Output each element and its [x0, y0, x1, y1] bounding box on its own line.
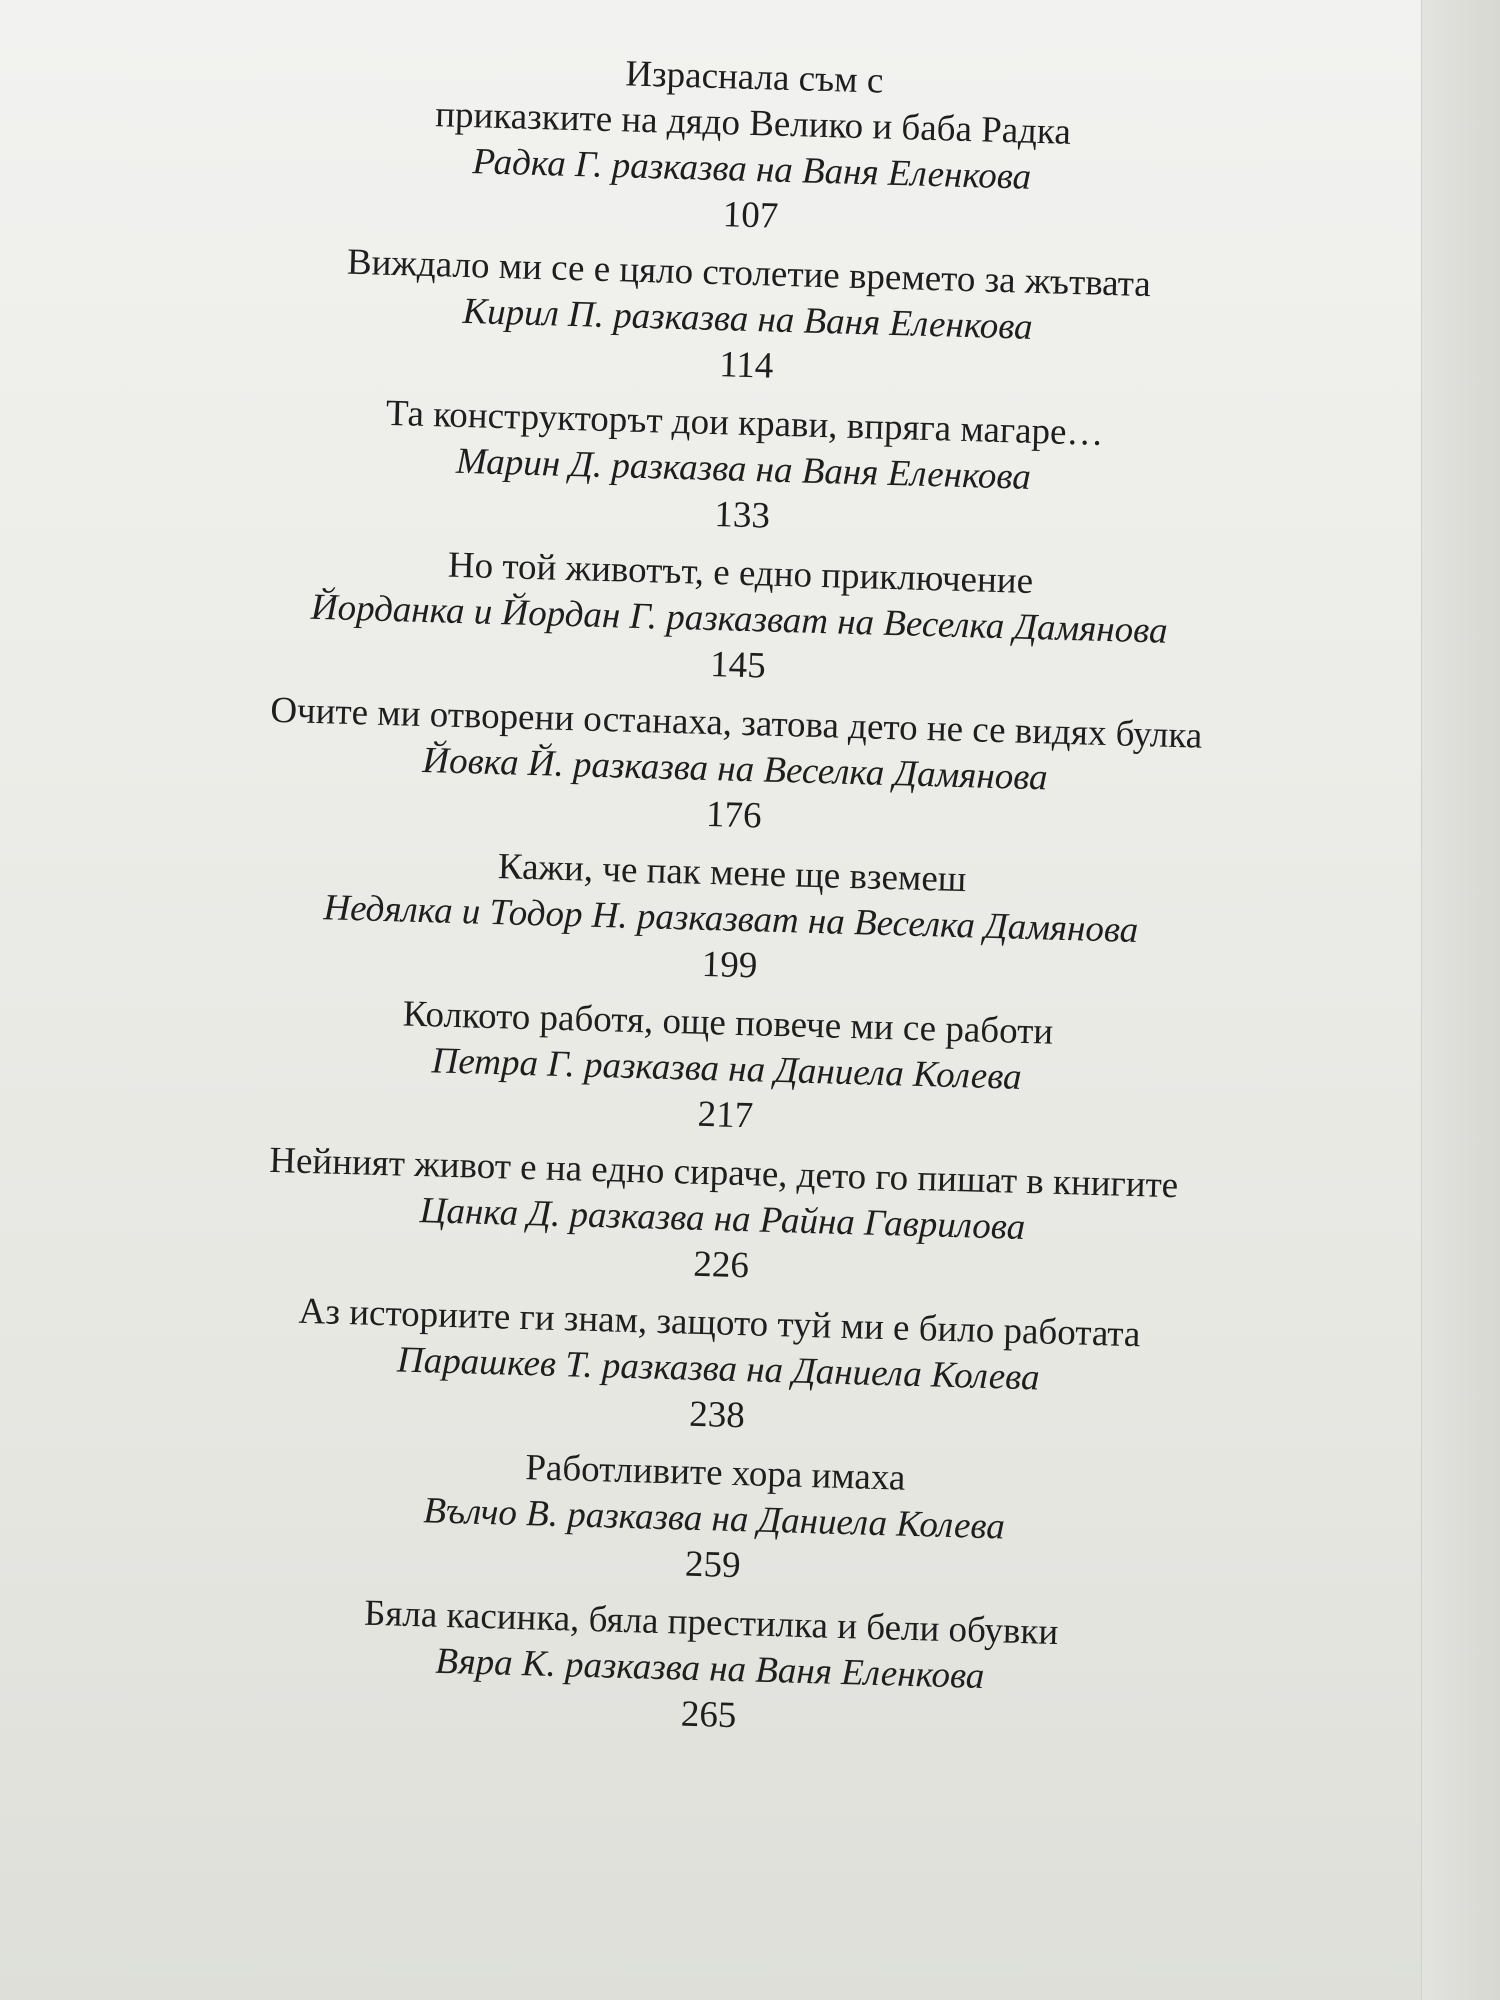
entry-title: Работливите хора имаха — [524, 1447, 906, 1499]
entry-title: Виждало ми се е цяло столетие времето за жътвата — [346, 241, 1152, 306]
entry-author: Кирил П. разказва на Ваня Еленкова — [462, 290, 1034, 348]
entry-page-number: 259 — [684, 1543, 742, 1587]
entry-page-number: 114 — [718, 344, 774, 387]
entry-title: Та конструкторът дои крави, впряга магаре… — [385, 392, 1105, 454]
toc-entry — [146, 1135, 1299, 1305]
entry-author: Йорданка и Йордан Г. разказват на Веселка Дамянова — [310, 586, 1169, 652]
entry-title: Аз историите ги знам, защото туй ми е било работата — [298, 1290, 1141, 1356]
entry-page-number: 226 — [692, 1243, 750, 1287]
entry-author: Цанка Д. разказва на Райна Гаврилова — [419, 1190, 1026, 1248]
entry-title: Очите ми отворени останаха, затова дето не се видях булка — [269, 689, 1203, 757]
entry-author: Парашкев Т. разказва на Даниела Колева — [396, 1339, 1041, 1399]
toc-entry — [171, 235, 1324, 405]
entry-title: Израснала съм с — [624, 53, 884, 102]
entry-author: Йовка Й. разказва на Веселка Дамянова — [421, 739, 1049, 799]
entry-author: Марин Д. разказва на Ваня Еленкова — [455, 440, 1032, 498]
toc-entry — [158, 685, 1311, 855]
entry-title: Кажи, че пак мене ще вземеш — [497, 846, 967, 901]
entry-page-number: 133 — [713, 494, 771, 537]
entry-title: Колкото работя, още повече ми се работи — [402, 993, 1054, 1053]
entry-author: Недялка и Тодор Н. разказват на Веселка Дамянова — [322, 887, 1139, 952]
entry-title: Нейният живот е на едно сираче, дето го пишат в книгите — [268, 1139, 1179, 1207]
entry-page-number: 199 — [701, 943, 758, 987]
facing-page-edge — [1421, 0, 1500, 2000]
entry-author: Радка Г. разказва на Ваня Еленкова — [471, 141, 1032, 198]
entry-author: Петра Г. разказва на Даниела Колева — [431, 1040, 1023, 1098]
entry-title: Бяла касинка, бяла престилка и бели обувки — [363, 1592, 1059, 1654]
toc-entry — [175, 39, 1330, 255]
entry-page-number: 145 — [709, 643, 767, 687]
toc-entry — [133, 1584, 1286, 1754]
entry-author: Вяра К. разказва на Ваня Еленкова — [434, 1640, 985, 1698]
entry-page-number: 238 — [688, 1393, 746, 1437]
entry-title: Но той животът, е едно приключение — [447, 544, 1034, 602]
toc-entry — [167, 385, 1320, 555]
toc-entry — [142, 1284, 1295, 1454]
entry-author: Вълчо В. разказва на Даниела Колева — [422, 1490, 1006, 1548]
table-of-contents — [133, 39, 1330, 1766]
entry-page-number: 217 — [697, 1093, 754, 1137]
entry-title: приказките на дядо Велико и баба Радка — [434, 94, 1072, 153]
entry-page-number: 176 — [705, 793, 763, 837]
toc-entry — [137, 1434, 1290, 1604]
toc-entry — [154, 835, 1307, 1005]
toc-entry — [163, 535, 1316, 705]
toc-entry — [150, 985, 1303, 1155]
entry-page-number: 265 — [680, 1693, 737, 1737]
entry-page-number: 107 — [722, 194, 779, 237]
